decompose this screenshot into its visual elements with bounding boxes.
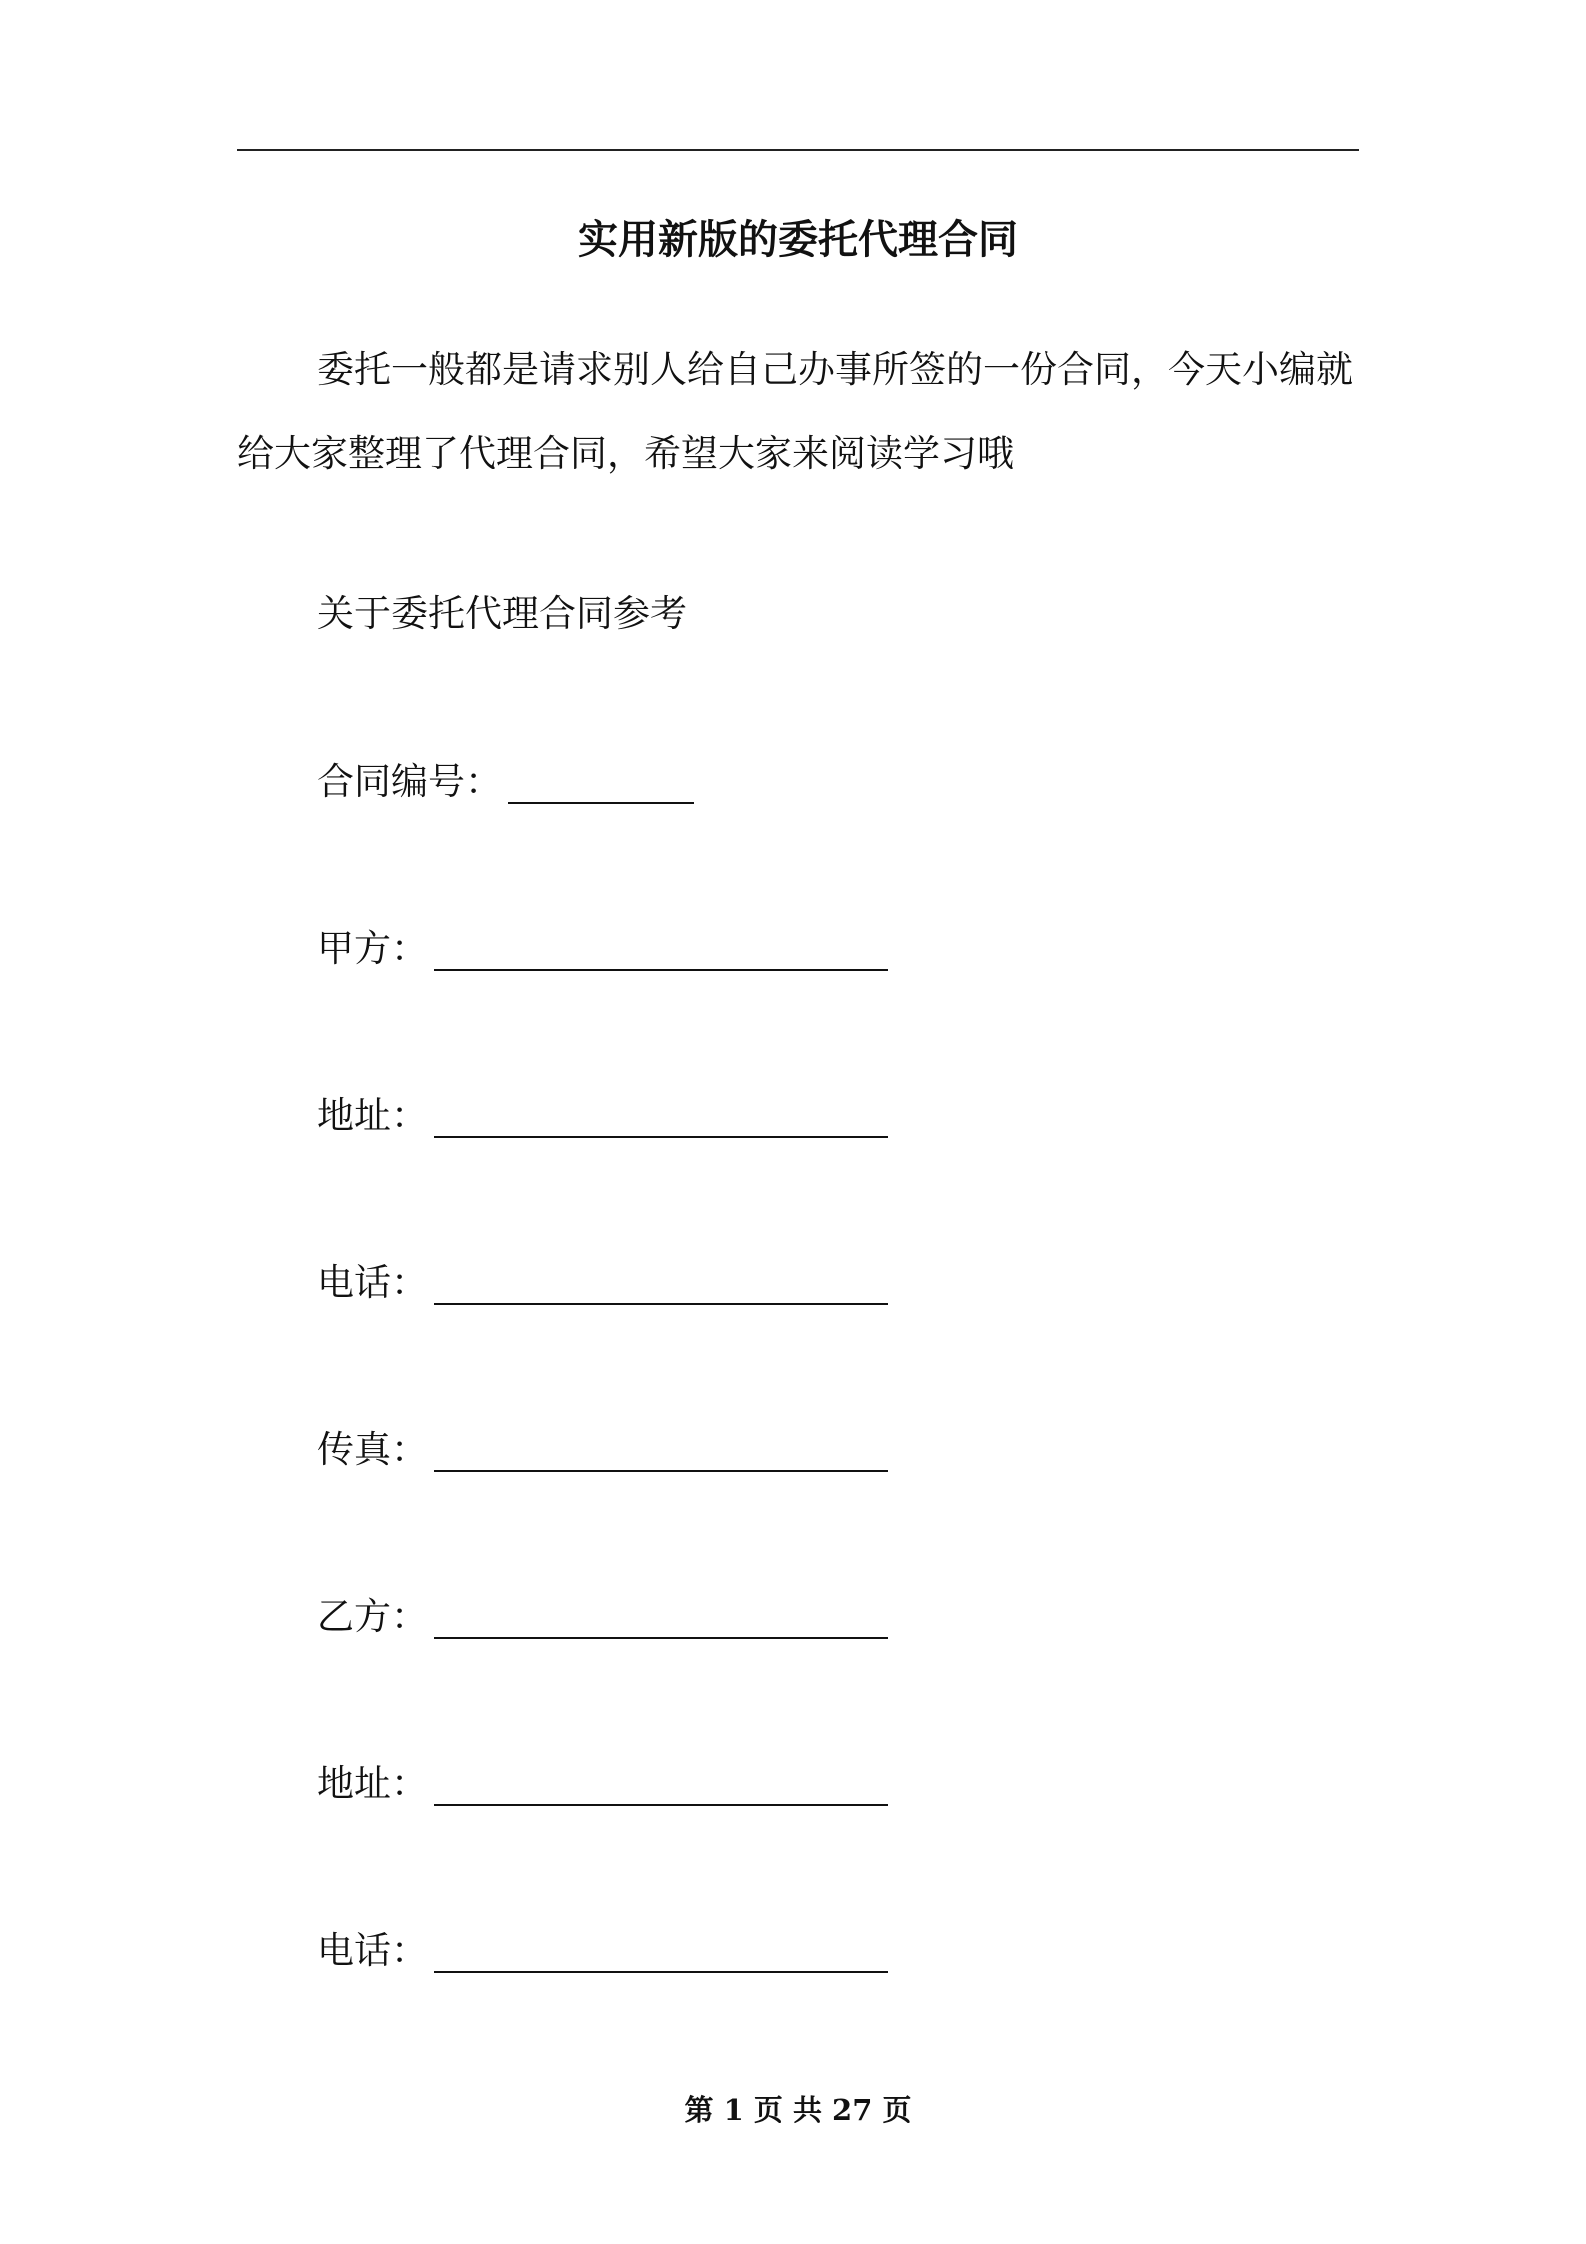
contract-number-field xyxy=(317,752,694,812)
party-a-phone-label: 电话： xyxy=(317,1261,428,1304)
section-heading xyxy=(317,584,687,644)
party-a-phone-blank xyxy=(434,1303,888,1305)
party-a-phone-field xyxy=(317,1253,888,1313)
intro-line-2: 给大家整理了代理合同，希望大家来阅读学习哦 xyxy=(237,432,1014,475)
party-b-blank xyxy=(434,1637,888,1639)
party-a-address-field xyxy=(317,1086,888,1146)
intro-line-1: 委托一般都是请求别人给自己办事所签的一份合同，今天小编就 xyxy=(317,348,1353,391)
party-b-address-label: 地址： xyxy=(317,1762,428,1805)
party-a-label: 甲方： xyxy=(317,927,428,970)
document-title: 实用新版的委托代理合同 xyxy=(578,217,1018,263)
header-rule xyxy=(237,149,1359,151)
party-b-phone-field xyxy=(317,1921,888,1981)
party-a-field xyxy=(317,919,888,979)
intro-paragraph xyxy=(237,328,1359,496)
section-heading-text: 关于委托代理合同参考 xyxy=(317,592,687,635)
party-a-fax-label: 传真： xyxy=(317,1428,428,1471)
party-b-label: 乙方： xyxy=(317,1595,428,1638)
party-a-fax-field xyxy=(317,1420,888,1480)
party-b-address-field xyxy=(317,1754,888,1814)
party-b-address-blank xyxy=(434,1804,888,1806)
party-b-field xyxy=(317,1587,888,1647)
party-b-phone-blank xyxy=(434,1971,888,1973)
contract-number-blank xyxy=(508,802,694,804)
page-number-footer: 第 1 页 共 27 页 xyxy=(684,2093,912,2127)
party-b-phone-label: 电话： xyxy=(317,1929,428,1972)
party-a-address-blank xyxy=(434,1136,888,1138)
party-a-address-label: 地址： xyxy=(317,1094,428,1137)
party-a-fax-blank xyxy=(434,1470,888,1472)
contract-number-label: 合同编号： xyxy=(317,760,502,803)
party-a-blank xyxy=(434,969,888,971)
